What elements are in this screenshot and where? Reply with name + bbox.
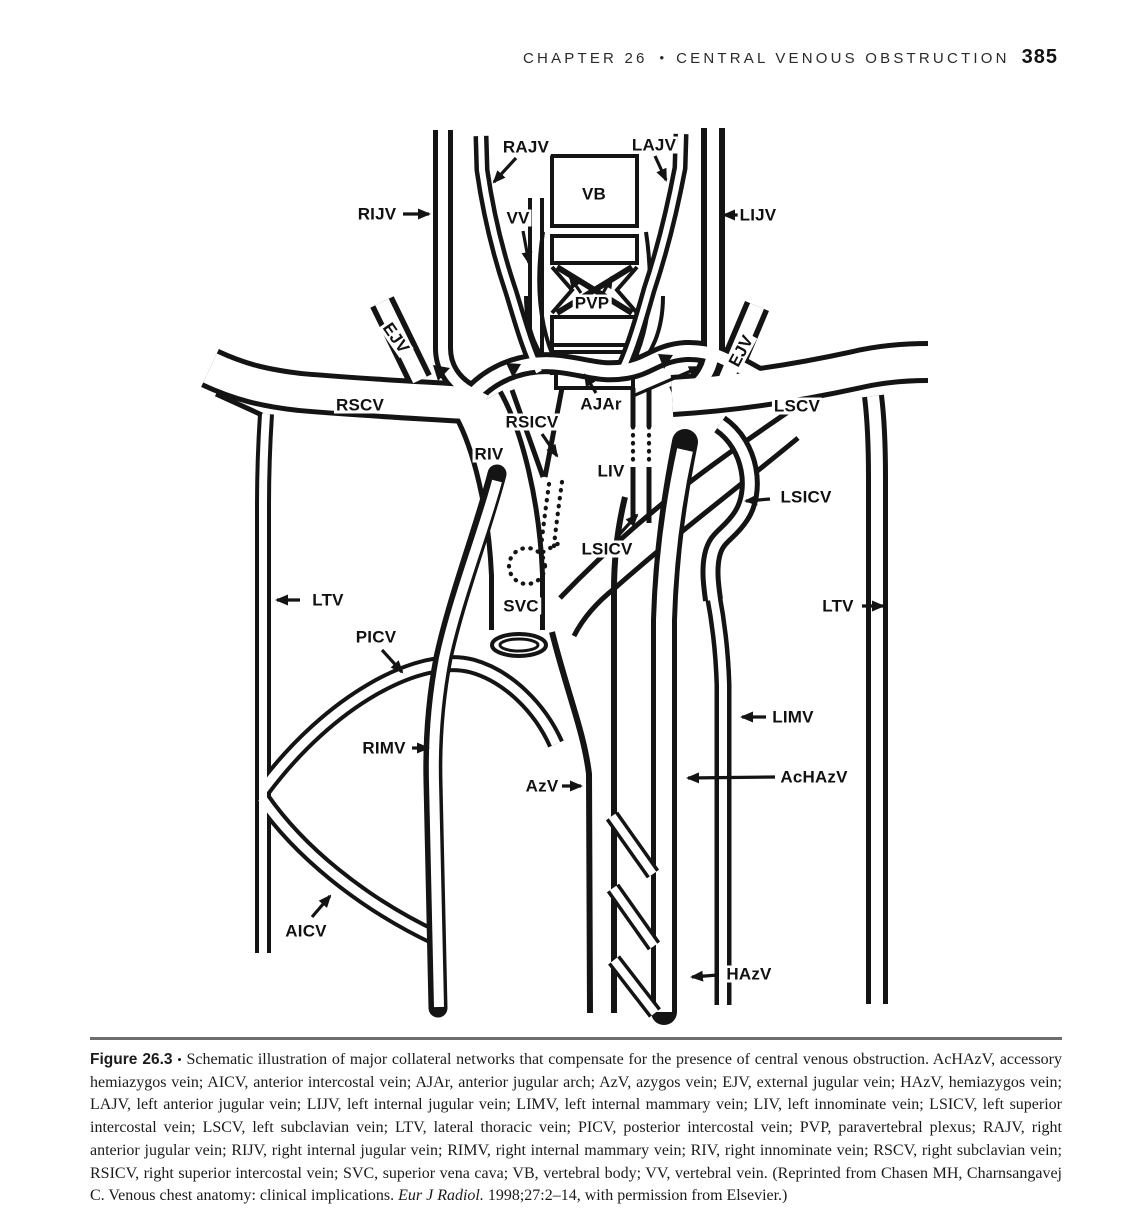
diagram-label-lsicv-16: LSICV (780, 487, 832, 507)
diagram-label-aicv-25: AICV (285, 921, 327, 941)
diagram-label-hazv-26: HAzV (726, 964, 772, 984)
diagram-label-achazv-24: AcHAzV (780, 767, 848, 787)
diagram-label-lscv-10: LSCV (773, 396, 821, 416)
lsicv-descending-line (614, 497, 625, 1013)
diagram-label-rajv-0: RAJV (502, 137, 550, 157)
svc-open-end (492, 634, 546, 656)
page-number: 385 (1021, 46, 1058, 68)
chapter-title: CENTRAL VENOUS OBSTRUCTION (676, 50, 1010, 67)
chapter-number: CHAPTER 26 (523, 50, 648, 67)
diagram-label-rscv-9: RSCV (335, 395, 385, 415)
picv-arrow (382, 650, 402, 672)
aicv-arc (262, 798, 436, 941)
diagram-label-riv-13: RIV (474, 444, 504, 464)
diagram-label-rijv-2: RIJV (357, 204, 397, 224)
azygos-line (552, 632, 590, 1013)
diagram-label-liv-14: LIV (597, 461, 625, 481)
diagram-label-ejv-8: EJV (724, 332, 758, 370)
caption-bullet: • (177, 1052, 182, 1067)
diagram-label-vb-4: VB (581, 184, 607, 204)
diagram-label-ltv-19: LTV (822, 596, 854, 616)
diagram-label-ltv-18: LTV (312, 590, 344, 610)
header-bullet: • (659, 50, 665, 65)
caption-tail: 1998;27:2–14, with permission from Elsevier.) (483, 1187, 788, 1205)
diagram-label-lijv-3: LIJV (739, 205, 777, 225)
aicv-arrow (312, 896, 330, 917)
rajv-arrow (494, 158, 516, 182)
diagram-label-lsicv-15: LSICV (581, 539, 633, 559)
diagram-label-rimv-21: RIMV (362, 738, 406, 758)
figure-caption (90, 1037, 1062, 1208)
achazv-arrow (688, 777, 775, 778)
diagram-label-pvp-6: PVP (574, 293, 610, 313)
journal-name: Eur J Radiol. (398, 1187, 484, 1205)
lajv-arrow (655, 156, 666, 180)
diagram-label-lajv-1: LAJV (631, 135, 677, 155)
diagram-label-ejv-7: EJV (378, 319, 414, 357)
figure-number: Figure 26.3 (90, 1051, 173, 1068)
caption-text: Schematic illustration of major collateral networks that compensate for the presence of central venous obstruction. AcHAzV, accessory hemiazygos vein; AICV, anterior intercostal vein; AJAr, anterior jugular arch; AzV, azygos vein; EJV, external jugular vein; HAzV, hemiazygos vein; LAJV, left anterior jugular vein; LIJV, left internal jugular vein; LIMV, left internal mammary vein; LIV, left innominate vein; LSICV, left superior intercostal vein; LSCV, left subclavian vein; LTV, lateral thoracic vein; PICV, posterior intercostal vein; PVP, paravertebral plexus; RAJV, right anterior jugular vein; RIJV, right internal jugular vein; RIMV, right internal mammary vein; RIV, right innominate vein; RSCV, right subclavian vein; RSICV, right superior intercostal vein; SVC, superior vena cava; VB, vertebral body; VV, vertebral vein. (Reprinted from Chasen MH, Charnsangavej C. Venous chest anatomy: clinical implications. (90, 1051, 1063, 1205)
diagram-label-ajar-11: AJAr (580, 394, 622, 414)
lsicv-right-arrow (746, 499, 770, 501)
diagram-label-azv-23: AzV (525, 776, 559, 796)
diagram-label-rsicv-12: RSICV (505, 412, 559, 432)
hazv-arrow (692, 975, 718, 977)
rimv (433, 474, 497, 1008)
diagram-label-svc-17: SVC (503, 596, 539, 616)
diagram-label-limv-22: LIMV (772, 707, 814, 727)
diagram-label-vv-5: VV (506, 208, 530, 228)
azygos-anastomoses (612, 816, 655, 1013)
diagram-label-picv-20: PICV (355, 627, 397, 647)
